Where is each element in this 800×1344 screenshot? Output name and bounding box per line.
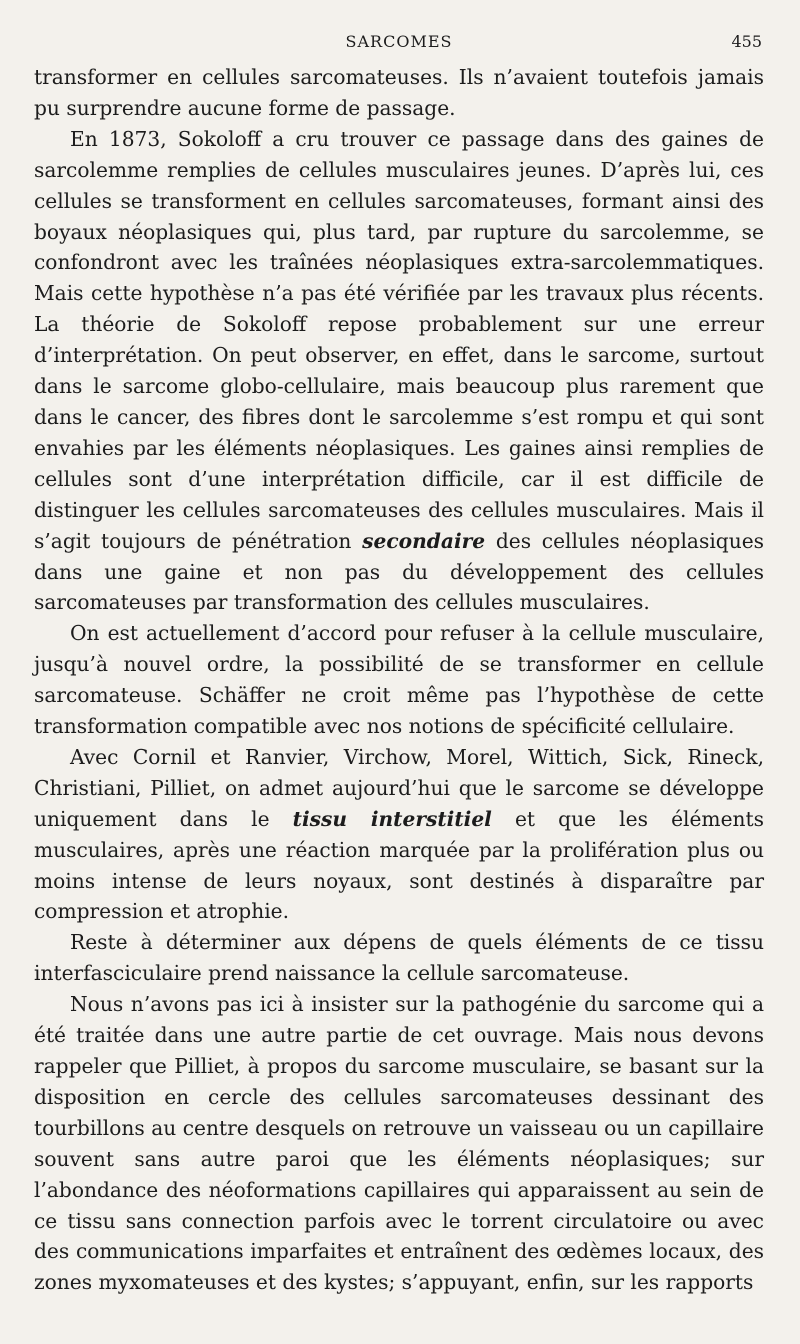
paragraph-2-text-after: des cellules néoplasiques dans une gaine et non pas du développement des cellules sarcomateuses par transformation des cellules musculaires. (34, 528, 765, 615)
paragraph-4-text-after: et que les éléments musculaires, après une réaction marquée par la prolifération plus ou moins intense de leurs noyaux, sont destinés à disparaître par compression et atrophie. (34, 806, 764, 924)
paragraph-4-text: Avec Cornil et Ranvier, Virchow, Morel, Wittich, Sick, Rineck, Christiani, Pilliet, on admet aujourd’hui que le sarcome se développe uniquement dans le (34, 744, 764, 831)
page-number: 455 (731, 32, 762, 51)
paragraph-6 (34, 989, 764, 1298)
paragraph-6-text: Nous n’avons pas ici à insister sur la pathogénie du sarcome qui a été traitée dans une autre partie de cet ouvrage. Mais nous devons rappeler que Pilliet, à propos du sarcome musculaire, se basant sur la disposition en cercle des cellules sarcomateuses dessinant des tourbillons au centre desquels on retrouve un vaisseau ou un capillaire souvent sans autre paroi que les éléments néoplasiques; sur l’abondance des néoformations capillaires qui apparaissent au sein de ce tissu sans connection parfois avec le torrent circulatoire ou avec des communications imparfaites et entraînent des œdèmes locaux, des zones myxomateuses et des kystes; s’appuyant, enfin, sur les rapports (34, 992, 764, 1295)
paragraph-3-text: On est actuellement d’accord pour refuser à la cellule musculaire, jusqu’à nouvel ordre, la possibilité de se transformer en cellule sarcomateuse. Schäffer ne croit même pas l’hypothèse de cette transformation compatible avec nos notions de spécificité cellulaire. (34, 621, 764, 739)
page-header (36, 30, 762, 56)
paragraph-1-text: transformer en cellules sarcomateuses. Ils n’avaient toutefois jamais pu surprendre aucune forme de passage. (34, 65, 764, 120)
paragraph-2-text: En 1873, Sokoloff a cru trouver ce passage dans des gaines de sarcolemme remplies de cellules musculaires jeunes. D’après lui, ces cellules se transforment en cellules sarcomateuses, formant ainsi des boyaux néoplasiques qui, plus tard, par rupture du sarcolemme, se confondront avec les traînées néoplasiques extra-sarcolemmatiques. Mais cette hypothèse n’a pas été vérifiée par les travaux plus récents. La théorie de Sokoloff repose probablement sur une erreur d’interprétation. On peut observer, en effet, dans le sarcome, surtout dans le sarcome globo-cellulaire, mais beaucoup plus rarement que dans le cancer, des fibres dont le sarcolemme s’est rompu et qui sont envahies par les éléments néoplasiques. Les gaines ainsi remplies de cellules sont d’une interprétation difficile, car il est difficile de distinguer les cellules sarcomateuses des cellules musculaires. Mais il s’agit toujours de pénétration (34, 126, 764, 553)
page-body (34, 62, 764, 1298)
paragraph-2-emphasis: secondaire (362, 528, 486, 553)
paragraph-5-text: Reste à déterminer aux dépens de quels éléments de ce tissu interfasciculaire prend naissance la cellule sarcomateuse. (34, 930, 764, 986)
paragraph-4-emphasis: tissu interstitiel (292, 806, 492, 831)
paragraph-5 (34, 927, 764, 989)
paragraph-3 (34, 618, 764, 742)
paragraph-2 (34, 124, 764, 619)
paragraph-1 (34, 62, 764, 124)
paragraph-4 (34, 742, 764, 927)
running-title: SARCOMES (345, 32, 453, 51)
